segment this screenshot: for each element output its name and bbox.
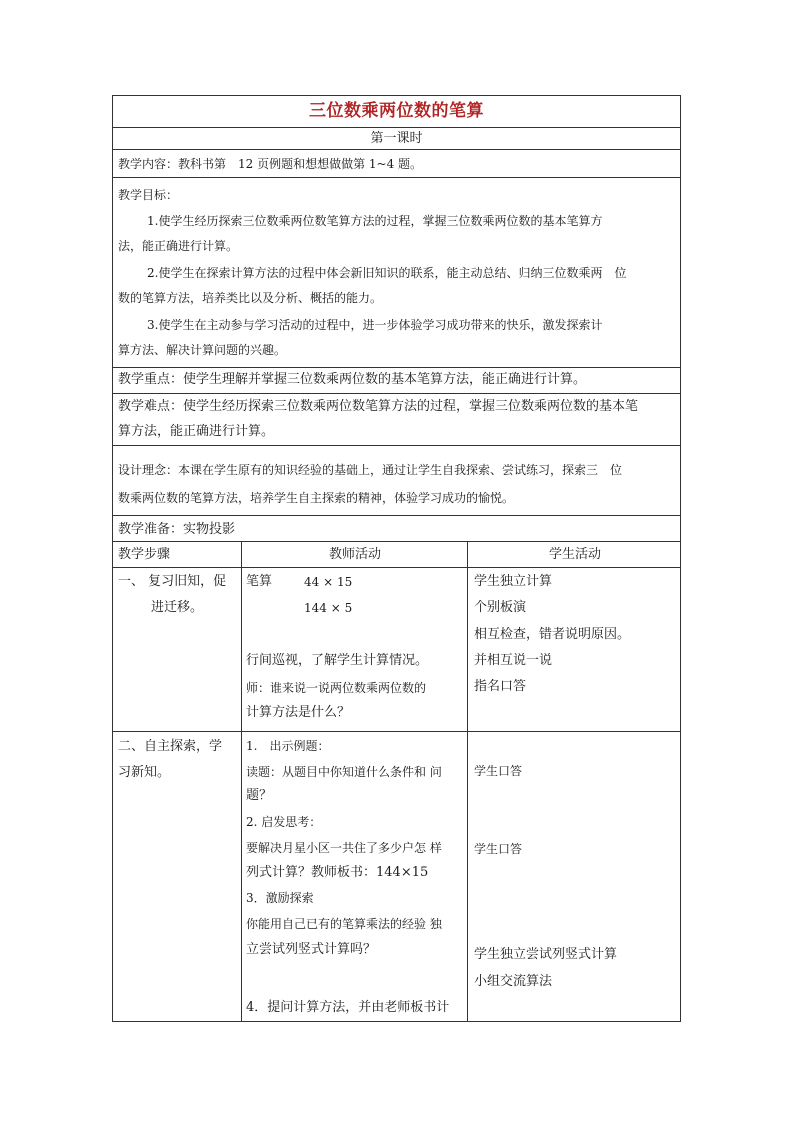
header-row xyxy=(113,542,680,568)
design-row xyxy=(113,446,680,516)
teaching-content: 教学内容：教科书第 12 页例题和想想做做第 1~4 题。 xyxy=(118,157,423,171)
student-activity-1: 学生独立计算 xyxy=(474,574,553,589)
content-row xyxy=(113,150,680,178)
objectives-heading: 教学目标： xyxy=(118,188,179,202)
subtitle-row xyxy=(113,128,680,150)
student-step-2-2: 学生口答 xyxy=(474,842,523,856)
prep-row xyxy=(113,516,680,542)
step-2-name-line-2: 习新知。 xyxy=(118,765,171,780)
teacher-calc-2: 144 × 5 xyxy=(304,601,353,615)
teacher-calc-label: 笔算 xyxy=(246,574,273,589)
teaching-prep: 教学准备：实物投影 xyxy=(118,522,236,537)
teacher-step-2-6-line-2: 立尝试列竖式计算吗？ xyxy=(246,942,377,957)
header-teacher: 教师活动 xyxy=(328,547,381,562)
student-activity-3: 相互检查，错者说明原因。 xyxy=(474,627,631,642)
doc-subtitle: 第一课时 xyxy=(370,131,423,146)
teacher-step-2-4-line-2: 列式计算？教师板书：144×15 xyxy=(246,865,429,880)
teacher-ask-line-1: 师：谁来说一说两位数乘两位数的 xyxy=(246,681,427,695)
teacher-step-2-1: 1. 出示例题： xyxy=(246,739,330,753)
objective-2-line-1: 2.使学生在探索计算方法的过程中体会新旧知识的联系，能主动总结、归纳三位数乘两 位 xyxy=(147,266,627,280)
teacher-step-2-3: 2. 启发思考： xyxy=(246,815,322,829)
design-line-2: 数乘两位数的笔算方法，培养学生自主探索的精神，体验学习成功的愉悦。 xyxy=(118,491,515,505)
header-student: 学生活动 xyxy=(548,547,601,562)
objective-1-line-2: 法，能正确进行计算。 xyxy=(118,239,239,253)
teacher-step-2-4-line-1: 要解决月星小区一共住了多少户怎 样 xyxy=(246,841,442,855)
step-2-name-line-1: 二、自主探索，学 xyxy=(118,739,223,754)
key-point-row xyxy=(113,368,680,394)
teacher-step-2-6-line-1: 你能用自己已有的笔算乘法的经验 独 xyxy=(246,917,442,931)
teacher-step-2-2-line-2: 题？ xyxy=(246,788,273,803)
title-row xyxy=(113,96,680,128)
teacher-ask-line-2: 计算方法是什么？ xyxy=(246,705,351,720)
step-1-row xyxy=(113,568,680,732)
objective-2-line-2: 数的笔算方法，培养类比以及分析、概括的能力。 xyxy=(118,291,383,305)
student-activity-4: 并相互说一说 xyxy=(474,653,553,668)
column-divider-1 xyxy=(241,542,242,1021)
objectives-row xyxy=(113,178,680,368)
student-step-2-4: 小组交流算法 xyxy=(474,974,553,989)
student-step-2-3: 学生独立尝试列竖式计算 xyxy=(474,947,618,962)
header-steps: 教学步骤 xyxy=(118,547,171,562)
student-activity-5: 指名口答 xyxy=(474,679,527,694)
doc-title: 三位数乘两位数的笔算 xyxy=(309,101,484,121)
student-activity-2: 个别板演 xyxy=(474,600,527,615)
key-point: 教学重点：使学生理解并掌握三位数乘两位数的基本笔算方法，能正确进行计算。 xyxy=(118,372,587,387)
difficulty-line-2: 算方法，能正确进行计算。 xyxy=(118,424,275,439)
objective-1-line-1: 1.使学生经历探索三位数乘两位数笔算方法的过程，掌握三位数乘两位数的基本笔算方 xyxy=(147,214,603,228)
teacher-patrol: 行间巡视，了解学生计算情况。 xyxy=(246,653,429,668)
student-step-2-1: 学生口答 xyxy=(474,764,523,778)
objective-3-line-2: 算方法、解决计算问题的兴趣。 xyxy=(118,343,287,357)
objective-3-line-1: 3.使学生在主动参与学习活动的过程中，进一步体验学习成功带来的快乐，激发探索计 xyxy=(147,318,603,332)
teacher-step-2-5: 3．激励探索 xyxy=(246,891,314,905)
teacher-calc-1: 44 × 15 xyxy=(304,575,353,589)
teacher-step-2-7: 4．提问计算方法，并由老师板书计 xyxy=(246,1000,450,1015)
column-divider-2 xyxy=(467,542,468,1021)
difficulty-row xyxy=(113,394,680,446)
teacher-step-2-2-line-1: 读题：从题目中你知道什么条件和 问 xyxy=(246,765,442,779)
design-line-1: 设计理念：本课在学生原有的知识经验的基础上，通过让学生自我探索、尝试练习，探索三 位 xyxy=(118,463,623,477)
step-2-row xyxy=(113,732,680,1023)
lesson-plan-table xyxy=(112,95,681,1022)
difficulty-line-1: 教学难点：使学生经历探索三位数乘两位数笔算方法的过程，掌握三位数乘两位数的基本笔 xyxy=(118,399,639,414)
step-1-name-line-2: 进迁移。 xyxy=(151,600,204,615)
step-1-name-line-1: 一、 复习旧知，促 xyxy=(118,574,227,589)
